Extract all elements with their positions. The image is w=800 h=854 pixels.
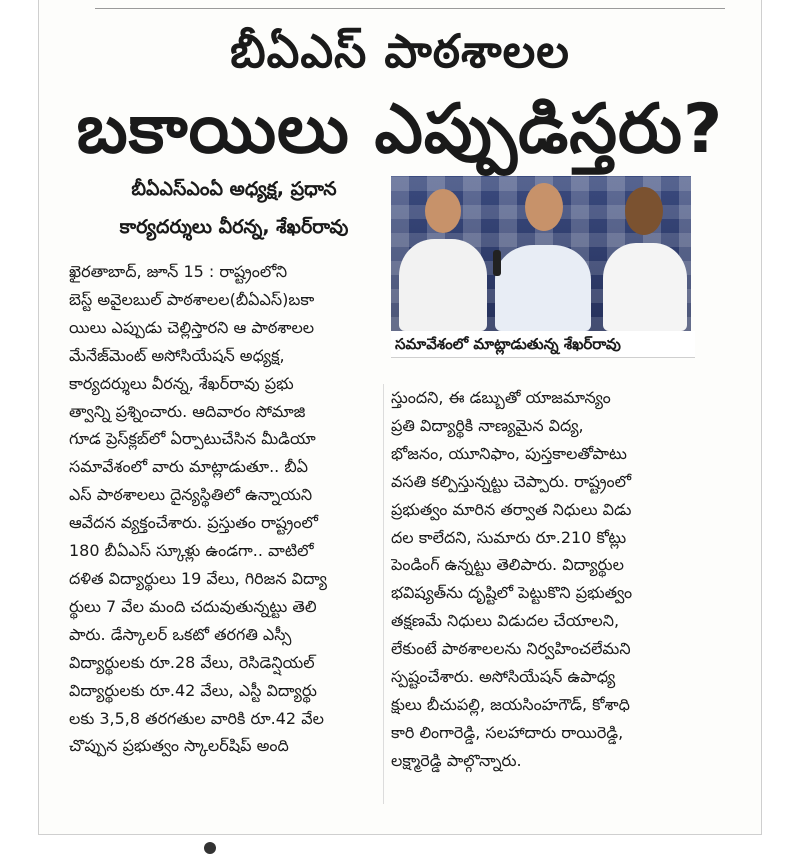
body-line: మేనేజ్‌మెంట్ అసోసియేషన్ అధ్యక్ష, bbox=[69, 345, 285, 365]
body-line: 180 బీఏఎస్ స్కూళ్లు ఉండగా.. వాటిలో bbox=[69, 541, 314, 561]
body-line: పారు. డేస్కాలర్ ఒకటో తరగతి ఎస్సీ bbox=[69, 624, 292, 644]
person-left bbox=[399, 239, 487, 331]
body-line: ర్థులు 7 వేల మంది చదువుతున్నట్టు తెలి bbox=[69, 596, 317, 616]
body-line: భోజనం, యూనిఫాం, పుస్తకాలతోపాటు bbox=[391, 443, 627, 463]
body-line: చొప్పున ప్రభుత్వం స్కాలర్‌షిప్ అంది bbox=[69, 736, 289, 756]
microphone-icon bbox=[493, 250, 501, 276]
subheadline-line-1: బీఏఎస్ఎంఏ అధ్యక్ష, ప్రధాన bbox=[131, 178, 337, 200]
body-line: కార్యదర్శులు వీరన్న, శేఖర్‌రావు ప్రభు bbox=[69, 373, 294, 393]
body-line: త్వాన్ని ప్రశ్నించారు. ఆదివారం సోమాజి bbox=[69, 401, 306, 421]
body-line: బెస్ట్ అవైలబుల్ పాఠశాలల(బీఏఎస్)బకా bbox=[69, 289, 315, 309]
article-column-right bbox=[391, 384, 691, 775]
person-right bbox=[603, 243, 687, 331]
body-line: విద్యార్థులకు రూ.28 వేలు, రెసిడెన్షియల్ bbox=[69, 652, 315, 672]
body-line: దల కాలేదని, సుమారు రూ.210 కోట్లు bbox=[391, 527, 627, 547]
body-line: ప్రభుత్వం మారిన తర్వాత నిధులు విడు bbox=[391, 499, 632, 519]
body-line: క్షులు బీచుపల్లి, జయసింహగౌడ్, కోశాధి bbox=[391, 694, 630, 714]
body-line: ఆవేదన వ్యక్తంచేశారు. ప్రస్తుతం రాష్ట్రంలో bbox=[69, 513, 318, 533]
body-line: ఎస్ పాఠశాలలు దైన్యస్థితిలో ఉన్నాయని bbox=[69, 485, 313, 505]
body-line: సమావేశంలో వారు మాట్లాడుతూ.. బీఏ bbox=[69, 457, 309, 477]
body-line: ఖైరతాబాద్, జూన్ 15 : రాష్ట్రంలోని bbox=[69, 262, 288, 281]
body-line: గూడ ప్రెస్‌క్లబ్‌లో ఏర్పాటుచేసిన మీడియా bbox=[69, 429, 316, 449]
body-line: కారి లింగారెడ్డి, సలహాదారు రాయిరెడ్డి, bbox=[391, 722, 624, 742]
top-rule bbox=[95, 8, 725, 9]
press-meet-photo bbox=[391, 176, 691, 331]
photo-caption: సమావేశంలో మాట్లాడుతున్న శేఖర్‌రావు bbox=[391, 331, 695, 358]
newspaper-clipping bbox=[38, 0, 762, 835]
page-edge-mark bbox=[204, 842, 216, 854]
article-column-left bbox=[69, 258, 399, 760]
body-line: స్తుందని, ఈ డబ్బుతో యాజమాన్యం bbox=[391, 388, 611, 407]
body-line: భవిష్యత్‌ను దృష్టిలో పెట్టుకొని ప్రభుత్వం bbox=[391, 583, 633, 603]
body-line: లేకుంటే పాఠశాలలను నిర్వహించలేమని bbox=[391, 639, 631, 659]
body-line: లక్ష్మారెడ్డి పాల్గొన్నారు. bbox=[391, 750, 522, 770]
body-line: లకు 3,5,8 తరగతుల వారికి రూ.42 వేల bbox=[69, 708, 324, 728]
body-line: స్పష్టంచేశారు. అసోసియేషన్ ఉపాధ్య bbox=[391, 667, 616, 687]
body-line: వసతి కల్పిస్తున్నట్టు చెప్పారు. రాష్ట్రంలో bbox=[391, 471, 632, 491]
body-line: పెండింగ్ ఉన్నట్టు తెలిపారు. విద్యార్థుల bbox=[391, 555, 624, 575]
body-line: దళిత విద్యార్థులు 19 వేలు, గిరిజన విద్యా bbox=[69, 568, 328, 588]
body-line: విద్యార్థులకు రూ.42 వేలు, ఎస్టీ విద్యార్థు bbox=[69, 680, 317, 700]
headline-line-2: బకాయిలు ఎప్పుడిస్తరు? bbox=[76, 90, 724, 169]
subheadline-line-2: కార్యదర్శులు వీరన్న, శేఖర్‌రావు bbox=[119, 216, 349, 238]
body-line: ప్రతి విద్యార్థికి నాణ్యమైన విద్య, bbox=[391, 415, 584, 435]
column-divider bbox=[383, 384, 384, 804]
body-line: తక్షణమే నిధులు విడుదల చేయాలని, bbox=[391, 611, 620, 631]
headline-line-1: బీఏఎస్ పాఠశాలల bbox=[230, 24, 570, 78]
body-line: యిలు ఎప్పుడు చెల్లిస్తారని ఆ పాఠశాలల bbox=[69, 317, 315, 337]
subheadline bbox=[69, 170, 399, 246]
person-center-speaker bbox=[495, 245, 591, 331]
